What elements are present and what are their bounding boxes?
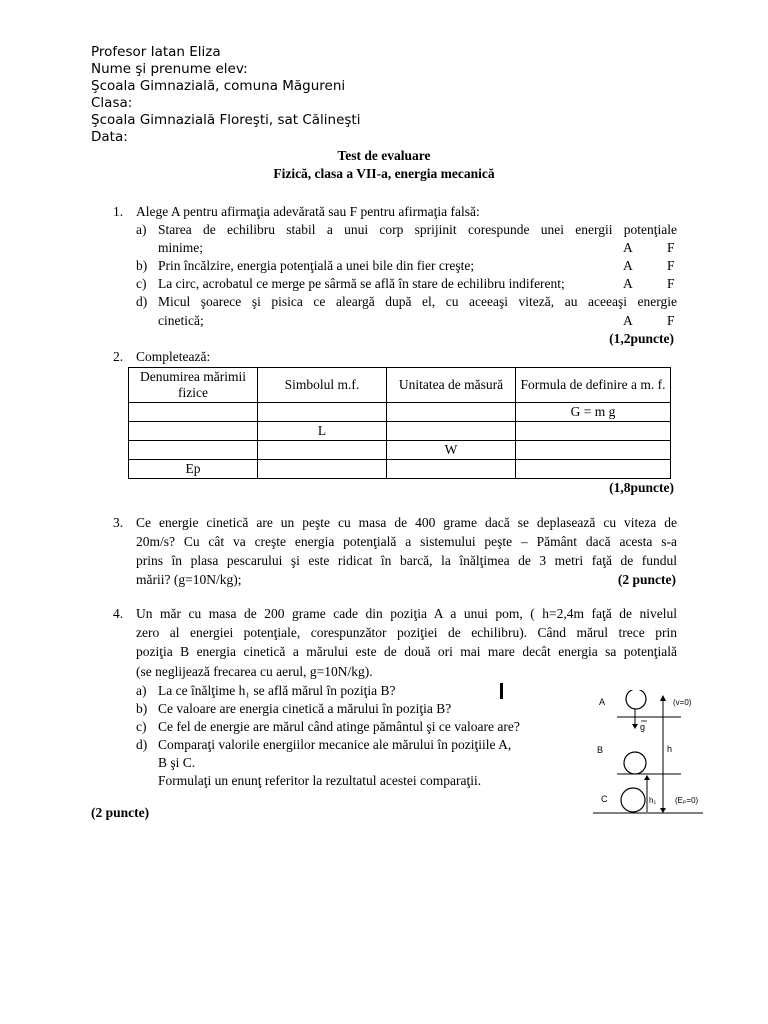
q4d-text2: B şi C. xyxy=(158,755,196,770)
q3-number: 3. xyxy=(113,515,124,530)
table-cell xyxy=(387,422,516,441)
test-subtitle: Fizică, clasa a VII-a, energia mecanică xyxy=(273,166,495,181)
table-cell xyxy=(387,460,516,479)
test-title: Test de evaluare xyxy=(337,148,431,163)
q4-line3: poziţia B energia cinetică a mărului este de două ori mai mare decât energia sa potenţială xyxy=(136,644,677,659)
q4b-text: Ce valoare are energia cinetică a mărului în poziţia B? xyxy=(158,701,452,716)
q3-line1: Ce energie cinetică are un peşte cu masa de 400 grame dacă se deplasează cu viteza de xyxy=(136,515,677,530)
table-cell xyxy=(129,403,258,422)
date-field: Data: xyxy=(91,129,128,145)
table-header-cell: Formula de definire a m. f. xyxy=(516,368,671,403)
table-header-row xyxy=(129,368,671,403)
q4d-text3: Formulaţi un enunţ referitor la rezultatul acestei comparaţii. xyxy=(158,773,482,788)
table-row xyxy=(129,441,671,460)
apple-c xyxy=(621,788,645,812)
q1-points: (1,2puncte) xyxy=(609,331,674,346)
apple-a xyxy=(626,690,646,709)
q3-points: (2 puncte) xyxy=(617,572,676,587)
school-2: Şcoala Gimnazială Floreşti, sat Călineşti xyxy=(91,112,361,128)
class-field: Clasa: xyxy=(91,95,133,111)
table-cell xyxy=(387,403,516,422)
q1c-label: c) xyxy=(136,276,147,291)
q4-line1: Un măr cu masa de 200 grame cade din poziţia A a unui pom, ( h=2,4m faţă de nivelul xyxy=(136,606,677,621)
q1-text: Alege A pentru afirmaţia adevărată sau F pentru afirmaţia falsă: xyxy=(136,204,480,219)
text-cursor xyxy=(500,683,503,699)
table-row xyxy=(129,403,671,422)
table-cell xyxy=(129,441,258,460)
q4a-label: a) xyxy=(136,683,147,698)
header-block xyxy=(91,44,360,146)
q1b-text: Prin încălzire, energia potenţială a unei bile din fier creşte; xyxy=(158,258,475,273)
q1d-line2: cinetică; xyxy=(158,313,204,328)
label-g: g xyxy=(640,722,646,732)
q2-number: 2. xyxy=(113,349,124,364)
q4d-text: Comparaţi valorile energiilor mecanice ale mărului în poziţiile A, xyxy=(158,737,512,752)
q1a-label: a) xyxy=(136,222,147,237)
q4b-label: b) xyxy=(136,701,148,716)
table-cell xyxy=(516,441,671,460)
school-1: Şcoala Gimnazială, comuna Măgureni xyxy=(91,78,346,94)
q4c-label: c) xyxy=(136,719,147,734)
g-arrowhead xyxy=(632,724,638,729)
q1b-option-a: A xyxy=(623,258,633,273)
label-ep0: (Eₚ=0) xyxy=(675,796,699,805)
q1a-option-a: A xyxy=(623,240,633,255)
label-v0: (v=0) xyxy=(673,698,692,707)
q1d-line1: Micul şoarece şi pisica ce aleargă după el, cu aceeaşi viteză, au aceeaşi energie xyxy=(158,294,677,309)
q1d-option-f: F xyxy=(667,313,675,328)
q4c-text: Ce fel de energie are mărul când atinge pământul şi ce valoare are? xyxy=(158,719,520,734)
q1a-line2: minime; xyxy=(158,240,203,255)
q2-text: Completează: xyxy=(136,349,211,364)
table-cell xyxy=(129,422,258,441)
q4a-text: La ce înălţime h₁ se află mărul în poziţia B? xyxy=(158,683,396,698)
h-arrowhead-bottom xyxy=(660,808,666,813)
table-cell xyxy=(258,403,387,422)
table-cell: L xyxy=(258,422,387,441)
q3-line4: mării? (g=10N/kg); xyxy=(136,572,242,587)
q4-line4: (se neglijează frecarea cu aerul, g=10N/kg). xyxy=(136,664,373,679)
completion-table xyxy=(128,367,671,479)
table-header-cell: Simbolul m.f. xyxy=(258,368,387,403)
h1-arrowhead xyxy=(644,775,650,780)
label-c: C xyxy=(601,794,608,804)
table-cell: G = m g xyxy=(516,403,671,422)
table-cell: Ep xyxy=(129,460,258,479)
q1b-label: b) xyxy=(136,258,148,273)
student-name-field: Nume şi prenume elev: xyxy=(91,61,248,77)
q1c-option-a: A xyxy=(623,276,633,291)
apple-b xyxy=(624,752,646,774)
q1d-option-a: A xyxy=(623,313,633,328)
h-arrowhead-top xyxy=(660,695,666,701)
apple-fall-diagram xyxy=(585,690,705,820)
table-cell xyxy=(516,460,671,479)
q1b-option-f: F xyxy=(667,258,675,273)
q3-line2: 20m/s? Cu cât va creşte energia potenţială a sistemului peşte – Pământ dacă acesta s-a xyxy=(136,534,677,549)
table-header-cell: Denumirea mărimii fizice xyxy=(129,368,258,403)
q4d-label: d) xyxy=(136,737,148,752)
q1a-option-f: F xyxy=(667,240,675,255)
label-h: h xyxy=(667,744,673,754)
table-cell xyxy=(258,460,387,479)
q1-number: 1. xyxy=(113,204,124,219)
table-cell xyxy=(516,422,671,441)
table-row xyxy=(129,422,671,441)
q1c-text: La circ, acrobatul ce merge pe sârmă se află în stare de echilibru indiferent; xyxy=(158,276,565,291)
q4-line2: zero al energiei potenţiale, corespunzător poziţiei de echilibru). Când mărul trece prin xyxy=(136,625,677,640)
label-b: B xyxy=(597,745,604,755)
table-row xyxy=(129,460,671,479)
q1c-option-f: F xyxy=(667,276,675,291)
q1d-label: d) xyxy=(136,294,148,309)
q4-points: (2 puncte) xyxy=(91,805,150,820)
table-cell: W xyxy=(387,441,516,460)
table-cell xyxy=(258,441,387,460)
teacher-name: Profesor Iatan Eliza xyxy=(91,44,221,60)
q2-points: (1,8puncte) xyxy=(609,480,674,495)
table-header-cell: Unitatea de măsură xyxy=(387,368,516,403)
label-a: A xyxy=(599,697,606,707)
q3-line3: prins în plasa pescarului şi este ridicat în barcă, la înălţimea de 3 metri faţă de fundul xyxy=(136,553,677,568)
label-h1: h₁ xyxy=(649,796,657,805)
q1a-line1: Starea de echilibru stabil a unui corp sprijinit corespunde unei energii potenţiale xyxy=(158,222,677,237)
q4-number: 4. xyxy=(113,606,124,621)
